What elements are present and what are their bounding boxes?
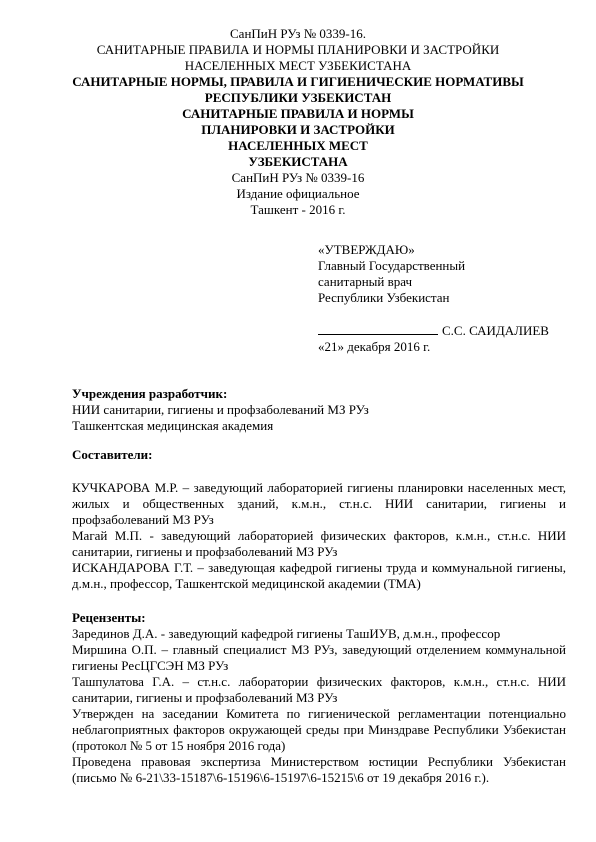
header-line-1: СанПиН РУз № 0339-16. <box>230 26 366 41</box>
header-line-2: САНИТАРНЫЕ ПРАВИЛА И НОРМЫ ПЛАНИРОВКИ И ЗАСТРОЙКИ <box>96 42 500 57</box>
header-bold-2: РЕСПУБЛИКИ УЗБЕКИСТАН <box>204 90 392 105</box>
edition-note: Издание официальное <box>236 186 360 201</box>
signatory-name: С.С. САИДАЛИЕВ <box>442 323 549 338</box>
header-line-3: НАСЕЛЕННЫХ МЕСТ УЗБЕКИСТАНА <box>184 58 412 73</box>
signature-line <box>318 322 438 335</box>
author-item: КУЧКАРОВА М.Р. – заведующий лабораторией гигиены планировки населенных мест, жилых и общественных зданий, к.м.н., ст.н.с. НИИ санитарии, гигиены и профзаболеваний МЗ РУз <box>72 480 566 527</box>
approval-block <box>318 242 578 355</box>
legal-review-note: Проведена правовая экспертиза Министерством юстиции Республики Узбекистан (письмо № 6-21\33-15187\6-15196\6-15197\6-15215\6 от 19 декабря 2016 г.). <box>72 754 566 785</box>
reviewer-item: Миршина О.П. – главный специалист МЗ РУз, заведующий отделением коммунальной гигиены РесЦГСЭН МЗ РУз <box>72 642 566 673</box>
approval-line-2: санитарный врач <box>318 274 413 289</box>
author-item: ИСКАНДАРОВА Г.Т. – заведующая кафедрой гигиены труда и коммунальной гигиены, д.м.н., профессор, Ташкентской медицинской академии (ТМА) <box>72 560 566 591</box>
approval-date: «21» декабря 2016 г. <box>318 339 431 354</box>
signature-row <box>318 322 578 339</box>
header-bold-5: НАСЕЛЕННЫХ МЕСТ <box>228 138 368 153</box>
reviewer-item: Ташпулатова Г.А. – ст.н.с. лаборатории физических факторов, к.м.н., ст.н.с. НИИ санитарии, гигиены и профзаболеваний МЗ РУз <box>72 674 566 705</box>
document-code: СанПиН РУз № 0339-16 <box>231 170 365 185</box>
authors-list <box>72 480 566 592</box>
developer-item: НИИ санитарии, гигиены и профзаболеваний МЗ РУз <box>72 402 369 417</box>
reviewers-section <box>72 610 566 786</box>
city-year: Ташкент - 2016 г. <box>250 202 346 217</box>
approval-line-3: Республики Узбекистан <box>318 290 450 305</box>
reviewers-title: Рецензенты: <box>72 610 146 625</box>
authors-section <box>72 447 566 463</box>
header-bold-1: САНИТАРНЫЕ НОРМЫ, ПРАВИЛА И ГИГИЕНИЧЕСКИЕ НОРМАТИВЫ <box>72 74 524 89</box>
developers-section <box>72 386 566 434</box>
header-bold-4: ПЛАНИРОВКИ И ЗАСТРОЙКИ <box>201 122 395 137</box>
document-header <box>40 26 556 218</box>
author-item: Магай М.П. - заведующий лабораторией физических факторов, к.м.н., ст.н.с. НИИ санитарии, гигиены и профзаболеваний МЗ РУз <box>72 528 566 559</box>
authors-title: Составители: <box>72 447 153 462</box>
header-bold-6: УЗБЕКИСТАНА <box>248 154 348 169</box>
approval-title: «УТВЕРЖДАЮ» <box>318 242 415 257</box>
header-bold-3: САНИТАРНЫЕ ПРАВИЛА И НОРМЫ <box>182 106 414 121</box>
developer-item: Ташкентская медицинская академия <box>72 418 274 433</box>
approval-note: Утвержден на заседании Комитета по гигиенической регламентации потенциально неблагоприятных факторов окружающей среды при Минздраве Республики Узбекистан (протокол № 5 от 15 ноября 2016 года) <box>72 706 566 753</box>
developers-title: Учреждения разработчик: <box>72 386 228 401</box>
reviewer-item: Зарединов Д.А. - заведующий кафедрой гигиены ТашИУВ, д.м.н., профессор <box>72 626 501 641</box>
approval-line-1: Главный Государственный <box>318 258 466 273</box>
